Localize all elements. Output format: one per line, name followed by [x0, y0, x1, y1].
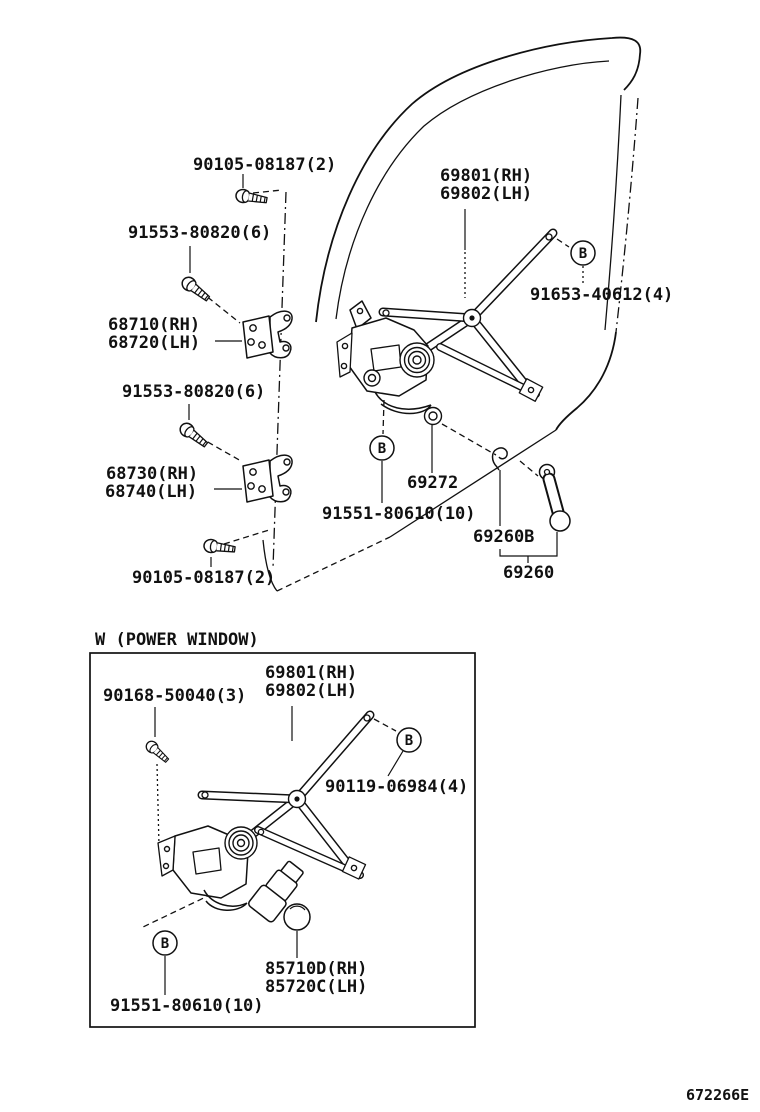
part-label-69272: 69272: [407, 473, 459, 493]
part-label-91553-80820-upper: 91553-80820(6): [128, 223, 272, 243]
door-hinge-lower-icon: [243, 455, 292, 502]
part-label-91551-80610-main: 91551-80610(10): [322, 504, 476, 524]
part-label-69260: 69260: [503, 563, 555, 583]
part-label-91551-80610-pw: 91551-80610(10): [110, 996, 264, 1016]
part-label-68720-lh: 68720(LH): [108, 333, 201, 353]
window-regulator-power: [158, 715, 370, 910]
part-label-69802-lh: 69802(LH): [440, 184, 533, 204]
part-label-68710-rh: 68710(RH): [108, 315, 201, 335]
window-crank-handle-icon: [540, 465, 571, 532]
part-label-91653-40612: 91653-40612(4): [530, 285, 674, 305]
part-label-69801-rh-pw: 69801(RH): [265, 663, 358, 683]
roller-69272-icon: [425, 408, 442, 425]
power-window-heading: W (POWER WINDOW): [95, 630, 259, 650]
part-label-90105-08187-top: 90105-08187(2): [193, 155, 337, 175]
part-label-90168-50040: 90168-50040(3): [103, 686, 247, 706]
part-label-85710d-rh: 85710D(RH): [265, 959, 368, 979]
part-label-91553-80820-lower: 91553-80820(6): [122, 382, 266, 402]
callout-b-letter: B: [404, 733, 414, 749]
window-sill-hidden: [277, 537, 390, 591]
bolt-icon: [203, 539, 236, 556]
part-label-69260b: 69260B: [473, 527, 535, 547]
part-label-68740-lh: 68740(LH): [105, 482, 198, 502]
window-regulator-manual: [337, 233, 553, 425]
callout-b-letter: B: [578, 246, 588, 262]
door-front-edge-hidden: [273, 192, 286, 568]
part-label-69801-rh: 69801(RH): [440, 166, 533, 186]
callout-b-letter: B: [377, 441, 387, 457]
part-label-85720c-lh: 85720C(LH): [265, 977, 368, 997]
part-label-90105-08187-bottom: 90105-08187(2): [132, 568, 276, 588]
screw-icon: [144, 739, 171, 765]
screw-icon: [179, 275, 211, 304]
part-label-68730-rh: 68730(RH): [106, 464, 199, 484]
part-label-69802-lh-pw: 69802(LH): [265, 681, 358, 701]
bolt-icon: [235, 188, 268, 206]
door-hinge-upper-icon: [243, 311, 292, 358]
part-label-90119-06984: 90119-06984(4): [325, 777, 469, 797]
callout-b-letter: B: [160, 936, 170, 952]
power-window-motor-icon: [247, 857, 310, 930]
screw-icon: [177, 421, 209, 450]
drawing-code: 672266E: [686, 1086, 750, 1104]
